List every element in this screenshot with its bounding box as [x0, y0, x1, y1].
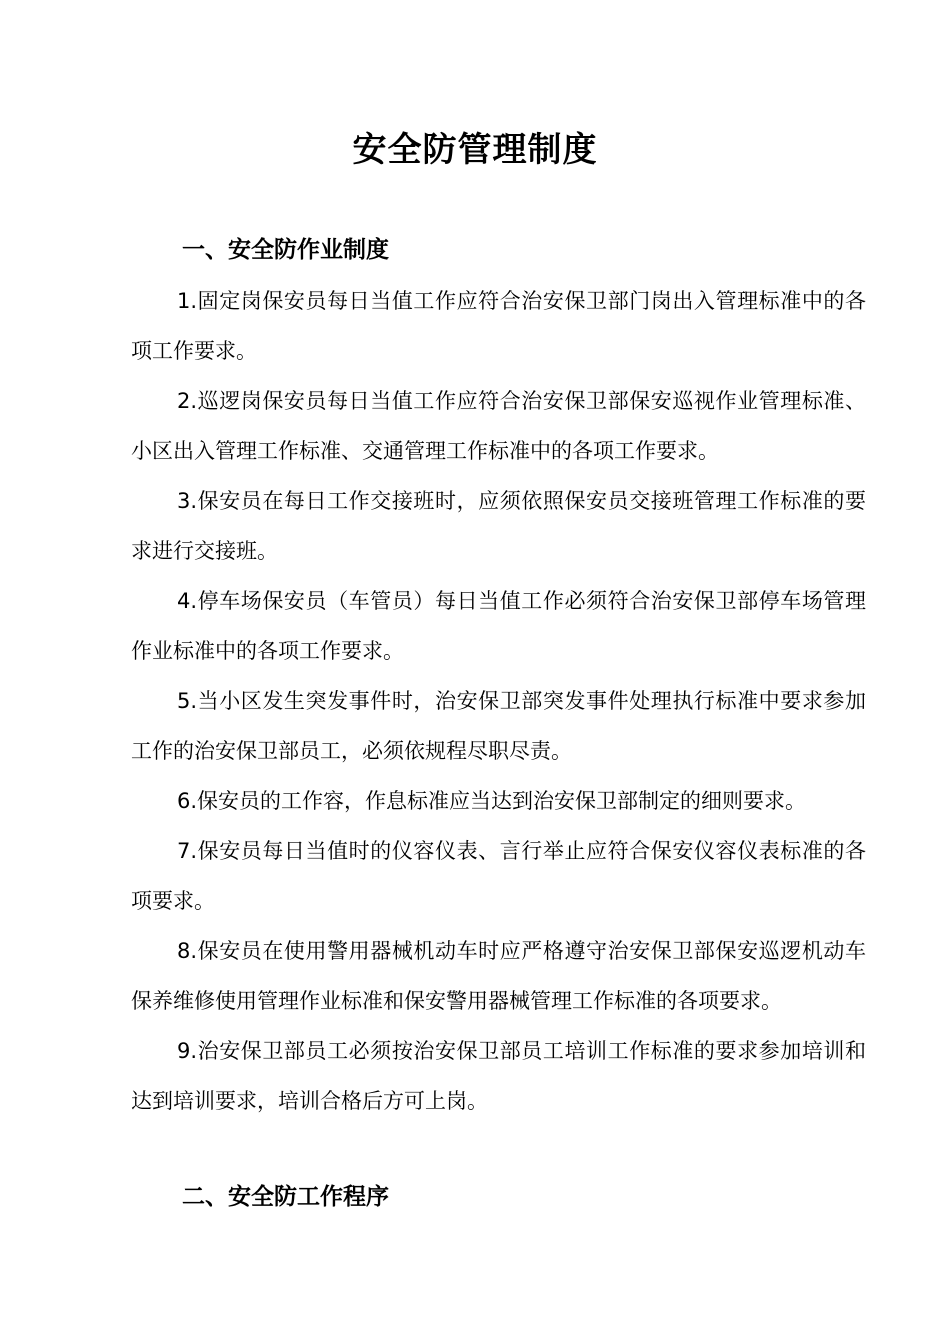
paragraph-item-6: 6.保安员的工作容，作息标准应当达到治安保卫部制定的细则要求。 [177, 789, 807, 813]
paragraph-item-4: 4.停车场保安员（车管员）每日当值工作必须符合治安保卫部停车场管理作业标准中的各项工作要求。 [131, 589, 866, 663]
paragraph-item-7: 7.保安员每日当值时的仪容仪表、言行举止应符合保安仪容仪表标准的各项要求。 [131, 839, 866, 913]
section-heading-1: 一、安全防作业制度 [182, 237, 389, 263]
document-title: 安全防管理制度 [352, 130, 598, 170]
paragraph-item-1: 1.固定岗保安员每日当值工作应符合治安保卫部门岗出入管理标准中的各项工作要求。 [131, 289, 866, 363]
paragraph-item-3: 3.保安员在每日工作交接班时，应须依照保安员交接班管理工作标准的要求进行交接班。 [131, 489, 866, 563]
paragraph-item-9: 9.治安保卫部员工必须按治安保卫部员工培训工作标准的要求参加培训和达到培训要求，培训合格后方可上岗。 [131, 1039, 866, 1113]
paragraph-item-5: 5.当小区发生突发事件时，治安保卫部突发事件处理执行标准中要求参加工作的治安保卫部员工，必须依规程尽职尽责。 [131, 689, 866, 763]
paragraph-item-2: 2.巡逻岗保安员每日当值工作应符合治安保卫部保安巡视作业管理标准、小区出入管理工作标准、交通管理工作标准中的各项工作要求。 [131, 389, 866, 463]
paragraph-item-8: 8.保安员在使用警用器械机动车时应严格遵守治安保卫部保安巡逻机动车保养维修使用管理作业标准和保安警用器械管理工作标准的各项要求。 [131, 939, 866, 1013]
section-heading-2: 二、安全防工作程序 [182, 1184, 389, 1210]
